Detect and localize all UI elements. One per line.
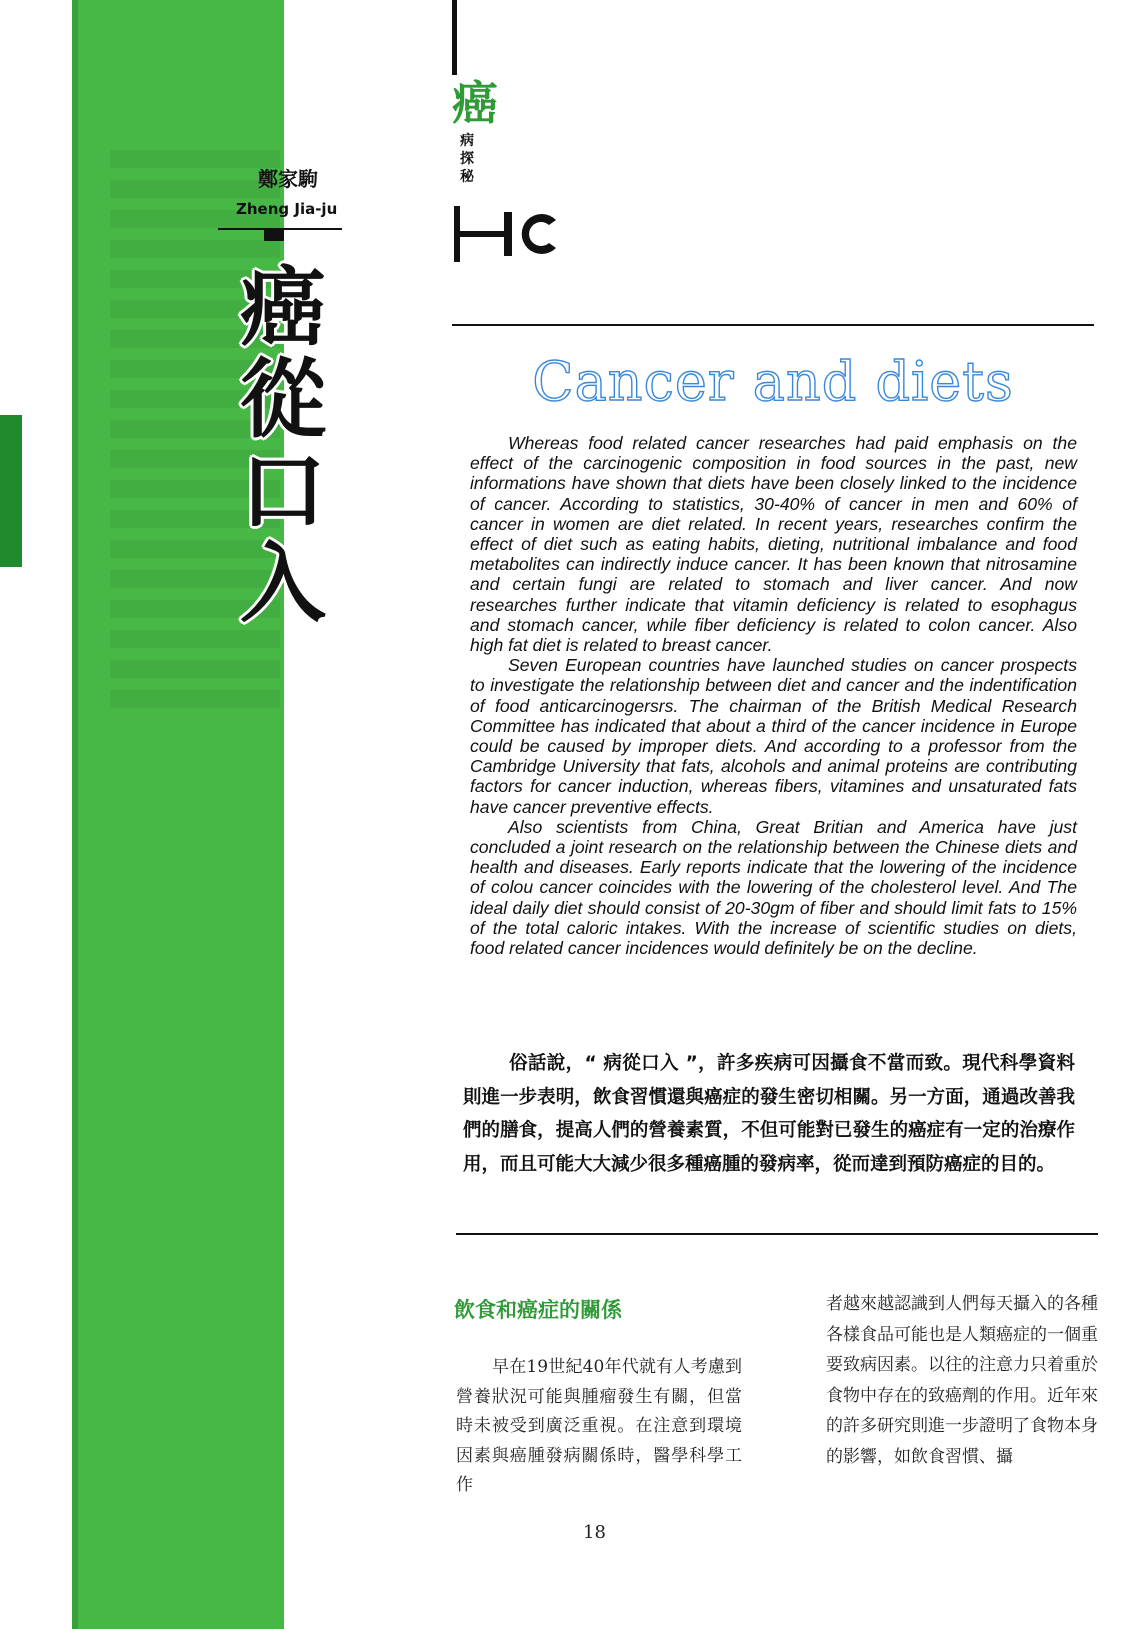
body-column-right <box>826 1289 1098 1472</box>
column-title-main: 癌 <box>452 76 498 130</box>
english-paragraph: Also scientists from China, Great Britian and America have just concluded a joint research on the relationship between the Chinese diets and health and diseases. Early reports indicate that the lowering of the incidence of colou cancer coincides with the lowering of the cholesterol level. And The ideal daily diet should consist of 20-30gm of fiber and should limit fats to 15% of the total caloric intakes. With the increase of scientific studies on diets, food related cancer incidences would definitely be on the decline. <box>470 816 1077 959</box>
hc-logo <box>452 206 572 262</box>
vertical-title-char: 癌 <box>240 258 326 358</box>
sidebar-band-edge <box>72 0 78 1629</box>
author-name-chinese: 鄭家駒 <box>258 167 318 191</box>
vertical-title-char: 入 <box>240 534 326 634</box>
author-name-english: Zheng Jia-ju <box>236 200 338 218</box>
column-title-sub: 病探秘 <box>460 133 474 185</box>
section-divider-middle <box>456 1233 1098 1235</box>
body-paragraph: 者越來越認識到人們每天攝入的各種各樣食品可能也是人類癌症的一個重要致病因素。以往的注意力只着重於食物中存在的致癌劑的作用。近年來的許多研究則進一步證明了食物本身的影響，如飲食習慣、攝 <box>826 1294 1098 1467</box>
author-divider-block <box>264 229 284 241</box>
body-paragraph: 早在19世紀40年代就有人考慮到營養狀況可能與腫瘤發生有關，但當時未被受到廣泛重視。在注意到環境因素與癌腫發病關係時，醫學科學工作 <box>456 1357 742 1495</box>
body-column-left <box>456 1353 742 1501</box>
english-paragraph: Whereas food related cancer researches had paid emphasis on the effect of the carcinogenic composition in food sources in the past, new informations have shown that diets have been closely linked to the incidence of cancer. According to statistics, 30-40% of cancer in men and 60% of cancer in women are diet related. In recent years, researches confirm the effect of diet such as eating habits, dieting, nutritional imbalance and food metabolites can indirectly induce cancer. It has been known that nitrosamine and certain fungi are related to stomach and liver cancer. And now researches further indicate that vitamin deficiency is related to esophagus and stomach cancer, while fiber deficiency is related to colon cancer. Also high fat diet is related to breast cancer. <box>470 433 1077 656</box>
chinese-intro <box>463 1047 1075 1181</box>
hc-logo-label: HC <box>570 246 572 247</box>
english-body <box>470 433 1077 958</box>
header-vertical-line <box>452 0 457 75</box>
vertical-title-char: 從 <box>240 350 326 450</box>
section-heading: 飲食和癌症的關係 <box>454 1298 622 1322</box>
article-title-english: Cancer and diets <box>532 350 1014 413</box>
page-edge-tab <box>0 415 22 567</box>
english-paragraph: Seven European countries have launched studies on cancer prospects to investigate the relationship between diet and cancer and the indentification of food anticarcinogersrs. The chairman of the British Medical Research Committee has indicated that about a third of the cancer incidence in Europe could be caused by improper diets. And according to a professor from the Cambridge University that fats, alcohols and animal proteins are contributing factors for cancer induction, whereas fibers, vitamines and unsaturated fats have cancer preventive effects. <box>470 655 1077 817</box>
page-number: 18 <box>583 1522 606 1543</box>
section-divider-top <box>452 324 1094 326</box>
vertical-title-char: 口 <box>240 442 326 542</box>
vertical-title <box>236 258 330 634</box>
chinese-intro-paragraph: 俗話說，“ 病從口入 ”，許多疾病可因攝食不當而致。現代科學資料則進一步表明，飲食習慣還與癌症的發生密切相關。另一方面，通過改善我們的膳食，提高人們的營養素質，不但可能對已發生的癌症有一定的治療作用，而且可能大大減少很多種癌腫的發病率，從而達到預防癌症的目的。 <box>463 1053 1075 1175</box>
